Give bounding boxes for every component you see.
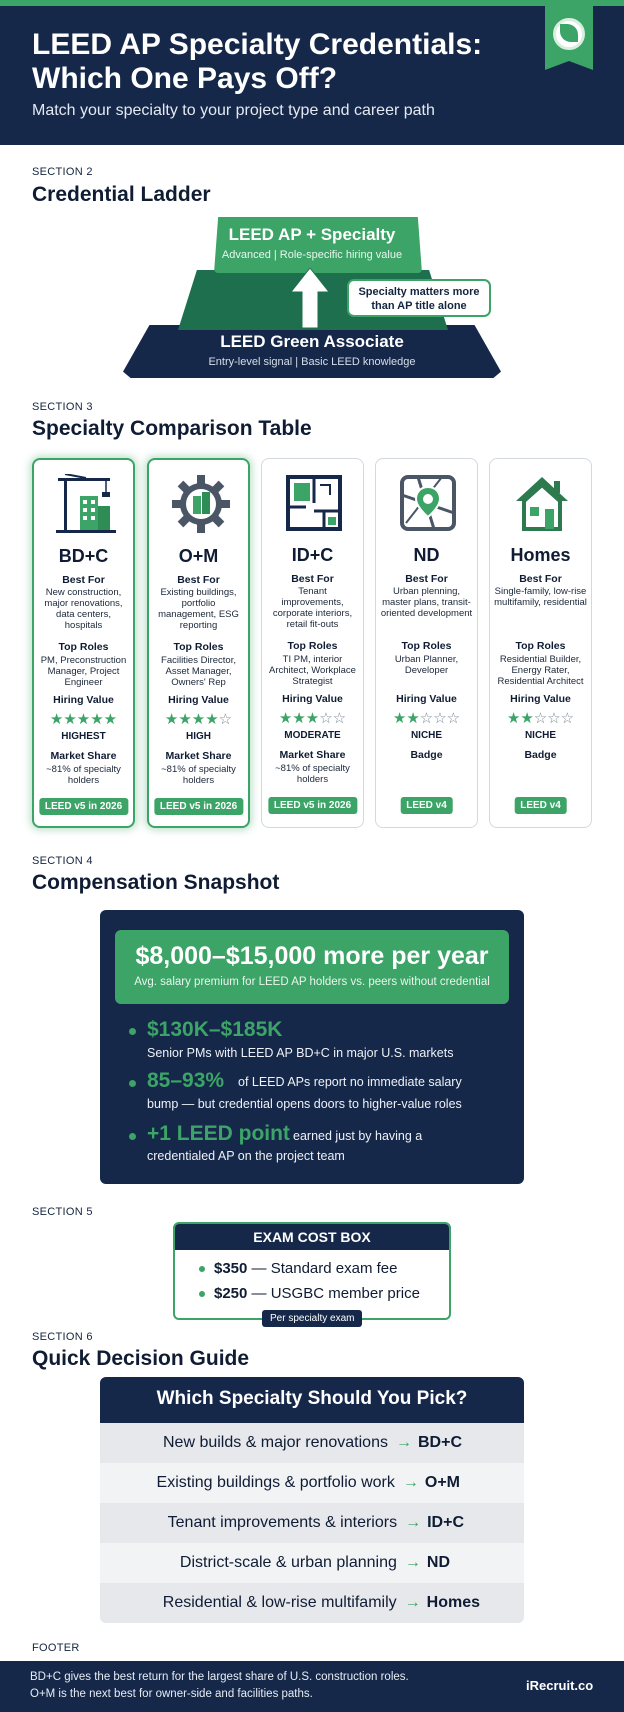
exam-fee-amount: $350 [214, 1260, 248, 1277]
no-bump-caption-a: of LEED APs report no immediate salary [238, 1075, 462, 1089]
empty-star-icon: ☆ [218, 711, 233, 728]
map-pin-icon [398, 473, 458, 533]
decision-row-content [157, 1463, 460, 1503]
filled-star-icon: ★ [392, 710, 407, 727]
hiring-value: NICHE [410, 730, 443, 741]
decision-row-content [163, 1583, 480, 1623]
decision-pick: BD+C [417, 1434, 462, 1451]
filled-star-icon: ★ [90, 711, 104, 728]
best-for-heading: Best For [177, 574, 220, 586]
leed-point-caption-b: credentialed AP on the project team [147, 1149, 345, 1163]
hiring-value: HIGHEST [61, 731, 106, 742]
version-pill: LEED v5 in 2026 [39, 798, 128, 815]
footer-label: FOOTER [32, 1642, 80, 1654]
section-6-label: SECTION 6 [32, 1331, 93, 1343]
hiring-value-heading: Hiring Value [282, 693, 343, 705]
specialty-card-om [147, 458, 250, 828]
hiring-value: HIGH [186, 731, 211, 742]
specialty-card-nd [375, 458, 478, 828]
best-for-heading: Best For [291, 573, 334, 585]
filled-star-icon: ★ [164, 711, 179, 728]
top-roles-text: Urban Planner, Developer [394, 654, 459, 676]
decision-row-content [163, 1423, 462, 1463]
leed-point-caption-a: earned just by having a [293, 1129, 423, 1143]
decision-table-title: Which Specialty Should You Pick? [156, 1388, 468, 1409]
section-3-title: Specialty Comparison Table [32, 417, 312, 440]
right-arrow-icon: → [395, 1434, 412, 1451]
ladder-callout: Specialty matters more than AP title alone [347, 279, 491, 317]
version-pill: LEED v4 [514, 797, 567, 814]
hiring-value: NICHE [524, 730, 557, 741]
usgbc-leaf-badge-icon [545, 6, 593, 70]
footer-line-1: BD+C gives the best return for the largest share of U.S. construction roles. [30, 1671, 409, 1683]
exam-fee-desc: — USGBC member price [247, 1285, 420, 1302]
ladder-bottom-title: LEED Green Associate [220, 332, 404, 351]
hiring-value-heading: Hiring Value [53, 694, 114, 706]
version-pill: LEED v5 in 2026 [268, 797, 357, 814]
best-for-heading: Best For [62, 574, 105, 586]
best-for-text: Single-family, low-rise multifamily, residential [494, 586, 587, 608]
empty-star-icon: ☆ [332, 710, 347, 727]
filled-star-icon: ★ [76, 711, 91, 728]
market-share-value: ~81% of specialty holders [275, 763, 350, 785]
top-roles-text: Residential Builder, Energy Rater, Residential Architect [497, 654, 584, 687]
section-2-title: Credential Ladder [32, 183, 211, 206]
exam-cost-title: EXAM COST BOX [253, 1229, 371, 1245]
floor-plan-icon [284, 473, 344, 533]
no-bump-caption-b: bump — but credential opens doors to higher-value roles [147, 1097, 462, 1111]
decision-row [100, 1423, 524, 1463]
decision-scenario: Tenant improvements & interiors [167, 1514, 398, 1531]
specialty-card-bdc [32, 458, 135, 828]
bullet-dot [199, 1266, 205, 1272]
filled-star-icon: ★ [103, 711, 118, 728]
right-arrow-icon: → [405, 1514, 422, 1531]
empty-star-icon: ☆ [319, 710, 333, 727]
leed-point-stat: +1 LEED point [147, 1122, 290, 1145]
section-4-title: Compensation Snapshot [32, 871, 280, 894]
hiring-stars [262, 709, 363, 727]
decision-row-content [168, 1503, 464, 1543]
card-name: Homes [510, 545, 571, 565]
right-arrow-icon: → [404, 1594, 421, 1611]
house-icon [512, 473, 572, 533]
best-for-text: Existing buildings, portfolio management, ESG reporting [158, 587, 239, 631]
card-name: ID+C [291, 545, 334, 565]
bullet-dot [129, 1080, 136, 1087]
best-for-text: New construction, major renovations, data centers, hospitals [44, 587, 123, 631]
up-arrow-icon [291, 268, 329, 328]
bullet-dot [199, 1291, 205, 1297]
market-share-heading: Badge [524, 749, 557, 761]
top-roles-heading: Top Roles [173, 641, 224, 653]
right-arrow-icon: → [404, 1554, 421, 1571]
specialty-card-homes [489, 458, 592, 828]
filled-star-icon: ★ [63, 711, 77, 728]
card-name: ND [413, 545, 440, 565]
leaf-icon [560, 24, 578, 42]
version-pill: LEED v5 in 2026 [154, 798, 243, 815]
ladder-bottom-subtitle: Entry-level signal | Basic LEED knowledge [208, 356, 416, 368]
market-share-value: ~81% of specialty holders [46, 764, 121, 786]
section-4-label: SECTION 4 [32, 855, 93, 867]
filled-star-icon: ★ [520, 710, 534, 727]
senior-pm-salary: $130K–$185K [147, 1018, 283, 1041]
section-5-label: SECTION 5 [32, 1206, 93, 1218]
top-roles-heading: Top Roles [287, 640, 338, 652]
exam-fee-desc: — Standard exam fee [247, 1260, 398, 1277]
decision-scenario: District-scale & urban planning [179, 1554, 397, 1571]
filled-star-icon: ★ [191, 711, 206, 728]
filled-star-icon: ★ [406, 710, 420, 727]
gear-building-icon [171, 474, 231, 534]
empty-star-icon: ☆ [446, 710, 461, 727]
decision-row [100, 1583, 524, 1623]
right-arrow-icon: → [402, 1474, 419, 1491]
no-bump-stat: 85–93% [147, 1069, 225, 1092]
best-for-text: Urban plenning, master plans, transit-oriented development [380, 586, 473, 619]
hiring-stars [34, 710, 133, 728]
salary-premium-caption: Avg. salary premium for LEED AP holders vs. peers without credential [134, 976, 490, 988]
decision-row-content [180, 1543, 450, 1583]
decision-scenario: Existing buildings & portfolio work [156, 1474, 395, 1491]
decision-pick: ND [426, 1554, 450, 1571]
market-share-heading: Market Share [50, 750, 117, 762]
top-roles-heading: Top Roles [58, 641, 109, 653]
exam-fee-member [214, 1285, 420, 1302]
market-share-heading: Market Share [279, 749, 346, 761]
top-roles-text: Facilities Director, Asset Manager, Owners' Rep [161, 655, 236, 688]
market-share-value: ~81% of specialty holders [161, 764, 236, 786]
decision-scenario: New builds & major renovations [162, 1434, 388, 1451]
footer-line-2: O+M is the next best for owner-side and facilities paths. [30, 1688, 313, 1700]
specialty-card-idc [261, 458, 364, 828]
filled-star-icon: ★ [178, 711, 192, 728]
header-accent-bar [0, 0, 624, 6]
card-name: O+M [178, 546, 219, 566]
filled-star-icon: ★ [305, 710, 320, 727]
decision-pick: O+M [424, 1474, 460, 1491]
decision-row [100, 1463, 524, 1503]
hiring-stars [490, 709, 591, 727]
crane-building-icon [56, 474, 116, 534]
filled-star-icon: ★ [278, 710, 293, 727]
market-share-heading: Market Share [165, 750, 232, 762]
empty-star-icon: ☆ [419, 710, 434, 727]
page-title: LEED AP Specialty Credentials: Which One Pays Off? [32, 28, 483, 95]
section-6-title: Quick Decision Guide [32, 1347, 250, 1370]
hiring-stars [149, 710, 248, 728]
empty-star-icon: ☆ [533, 710, 548, 727]
filled-star-icon: ★ [506, 710, 521, 727]
exam-fee-standard [214, 1260, 397, 1277]
hiring-stars [376, 709, 477, 727]
best-for-heading: Best For [405, 573, 448, 585]
empty-star-icon: ☆ [547, 710, 561, 727]
header-banner [0, 0, 624, 145]
section-2-label: SECTION 2 [32, 166, 93, 178]
ladder-top-subtitle: Advanced | Role-specific hiring value [221, 249, 403, 261]
decision-scenario: Residential & low-rise multifamily [162, 1594, 397, 1611]
hiring-value-heading: Hiring Value [510, 693, 571, 705]
bullet-dot [129, 1028, 136, 1035]
hiring-value-heading: Hiring Value [396, 693, 457, 705]
hiring-value-heading: Hiring Value [168, 694, 229, 706]
best-for-heading: Best For [519, 573, 562, 585]
bullet-dot [129, 1133, 136, 1140]
top-roles-heading: Top Roles [515, 640, 566, 652]
decision-row [100, 1543, 524, 1583]
market-share-heading: Badge [410, 749, 443, 761]
filled-star-icon: ★ [49, 711, 64, 728]
exam-fee-amount: $250 [214, 1285, 248, 1302]
filled-star-icon: ★ [205, 711, 219, 728]
empty-star-icon: ☆ [560, 710, 575, 727]
empty-star-icon: ☆ [433, 710, 447, 727]
per-exam-tag: Per specialty exam [262, 1310, 362, 1327]
card-name: BD+C [58, 546, 109, 566]
version-pill: LEED v4 [400, 797, 453, 814]
top-roles-heading: Top Roles [401, 640, 452, 652]
page-subtitle: Match your specialty to your project type and career path [32, 102, 435, 119]
salary-premium: $8,000–$15,000 more per year [135, 942, 489, 970]
filled-star-icon: ★ [292, 710, 306, 727]
footer-brand: iRecruit.co [526, 1678, 594, 1693]
section-3-label: SECTION 3 [32, 401, 93, 413]
decision-pick: Homes [426, 1594, 480, 1611]
ladder-top-title: LEED AP + Specialty [228, 225, 396, 244]
top-roles-text: TI PM, interior Architect, Workplace Strategist [269, 654, 356, 687]
top-roles-text: PM, Preconstruction Manager, Project Engineer [40, 655, 127, 688]
best-for-text: Tenant improvements, corporate interiors, retail fit-outs [272, 586, 353, 630]
decision-pick: ID+C [427, 1514, 464, 1531]
senior-pm-caption: Senior PMs with LEED AP BD+C in major U.S. markets [147, 1046, 454, 1060]
hiring-value: MODERATE [284, 730, 341, 741]
decision-row [100, 1503, 524, 1543]
